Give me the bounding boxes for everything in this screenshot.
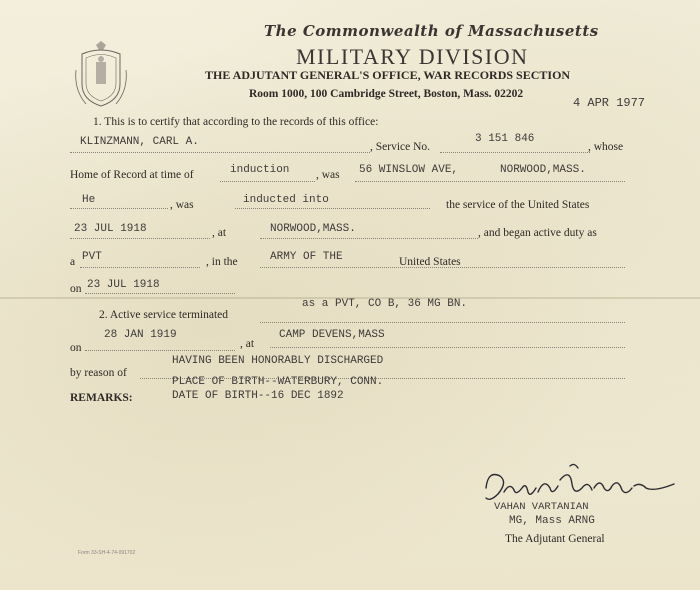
united-states-label: United States <box>399 256 461 268</box>
induction-date: 23 JUL 1918 <box>74 223 147 235</box>
signatory-title: The Adjutant General <box>505 533 605 545</box>
home-city: NORWOOD,MASS. <box>500 164 586 176</box>
at-label: , at <box>212 227 227 239</box>
army-underline <box>260 267 625 268</box>
commonwealth-heading: The Commonwealth of Massachusetts <box>264 22 599 40</box>
was-label-2: , was <box>170 199 194 211</box>
induction-place-underline <box>260 238 478 239</box>
inducted-text: inducted into <box>243 194 329 206</box>
inducted-underline <box>235 208 430 209</box>
name-underline <box>70 152 370 153</box>
service-no-underline <box>440 152 590 153</box>
induction-date-underline <box>70 238 210 239</box>
home-underline <box>355 181 625 182</box>
was-label: , was <box>316 169 340 181</box>
service-of-us-label: the service of the United States <box>446 199 590 211</box>
army-text: ARMY OF THE <box>270 251 343 263</box>
termination-date-underline <box>85 350 235 351</box>
termination-label: 2. Active service terminated <box>99 309 229 321</box>
whose-label: , whose <box>588 141 624 153</box>
soldier-name: KLINZMANN, CARL A. <box>80 136 199 148</box>
service-number: 3 151 846 <box>475 133 535 145</box>
termination-place-underline <box>270 347 625 348</box>
on-label: on <box>70 283 82 295</box>
active-duty-date: 23 JUL 1918 <box>87 279 160 291</box>
signatory-rank: MG, Mass ARNG <box>509 515 595 527</box>
termination-detail: as a PVT, CO B, 36 MG BN. <box>302 298 468 310</box>
termination-place: CAMP DEVENS,MASS <box>279 329 385 341</box>
division-title: MILITARY DIVISION <box>296 44 529 69</box>
remarks-label: REMARKS: <box>70 392 133 404</box>
a-label: a <box>70 256 76 268</box>
certification-intro: 1. This is to certify that according to the records of this office: <box>93 116 379 128</box>
termination-underline <box>260 322 625 323</box>
service-no-label: , Service No. <box>370 141 431 153</box>
record-type: induction <box>230 164 290 176</box>
home-street: 56 WINSLOW AVE, <box>359 164 459 176</box>
home-of-record-label: Home of Record at time of <box>70 169 194 181</box>
state-seal-icon <box>72 40 130 108</box>
record-type-underline <box>220 181 315 182</box>
signatory-name: VAHAN VARTANIAN <box>494 501 589 513</box>
pronoun: He <box>82 194 96 206</box>
in-the-label: , in the <box>206 256 238 268</box>
termination-date: 28 JAN 1919 <box>104 329 177 341</box>
induction-place: NORWOOD,MASS. <box>270 223 356 235</box>
office-line: THE ADJUTANT GENERAL'S OFFICE, WAR RECORDS SECTION <box>205 68 571 82</box>
active-date-underline <box>85 293 235 294</box>
reason-label: by reason of <box>70 367 127 379</box>
form-number: Form 33-SH-4-74-091702 <box>78 550 136 556</box>
pronoun-underline <box>70 208 168 209</box>
remarks-birthdate: DATE OF BIRTH--16 DEC 1892 <box>172 390 344 402</box>
certificate-date: 4 APR 1977 <box>573 96 646 110</box>
remarks-birthplace: PLACE OF BIRTH--WATERBURY, CONN. <box>172 376 384 388</box>
began-duty-label: , and began active duty as <box>478 227 597 239</box>
discharge-reason: HAVING BEEN HONORABLY DISCHARGED <box>172 355 384 367</box>
rank-underline <box>80 267 200 268</box>
termination-on-label: on <box>70 342 82 354</box>
address-line: Room 1000, 100 Cambridge Street, Boston, Mass. 02202 <box>249 88 524 100</box>
termination-at-label: , at <box>240 338 255 350</box>
rank: PVT <box>82 251 102 263</box>
